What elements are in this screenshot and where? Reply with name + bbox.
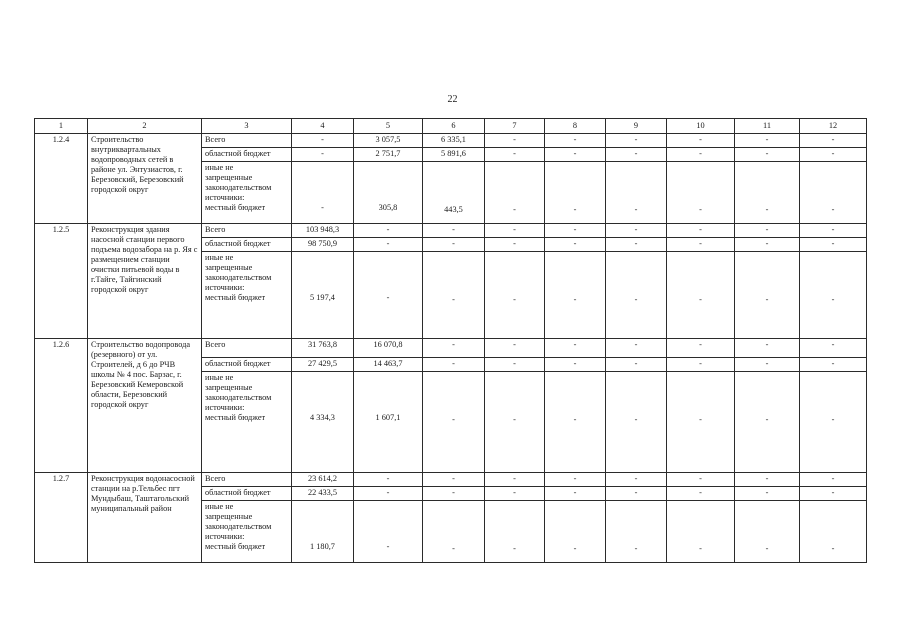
value-cell: - bbox=[292, 162, 354, 224]
table-row bbox=[35, 473, 867, 487]
value-cell: - bbox=[485, 473, 545, 487]
value-cell: - bbox=[735, 358, 800, 372]
value-cell: - bbox=[545, 358, 606, 372]
column-header: 2 bbox=[88, 119, 202, 134]
header-row bbox=[35, 119, 867, 134]
table-header bbox=[35, 119, 867, 134]
value-cell: - bbox=[800, 134, 867, 148]
value-cell: - bbox=[354, 224, 423, 238]
source-regional-label: областной бюджет bbox=[202, 358, 292, 372]
item-name: Реконструкция здания насосной станции первого подъема водозабора на р. Яя с размещением станции очистки питьевой воды в г.Тайге, Тайгинский городской округ bbox=[88, 224, 202, 339]
column-header: 6 bbox=[423, 119, 485, 134]
column-header: 8 bbox=[545, 119, 606, 134]
value-cell: - bbox=[545, 473, 606, 487]
value-cell: - bbox=[667, 252, 735, 339]
value-cell: - bbox=[606, 224, 667, 238]
value-cell: - bbox=[800, 473, 867, 487]
value-cell: - bbox=[545, 252, 606, 339]
value-cell: - bbox=[667, 238, 735, 252]
budget-table bbox=[34, 118, 867, 563]
value-cell: 305,8 bbox=[354, 162, 423, 224]
value-cell: - bbox=[485, 501, 545, 563]
value-cell: - bbox=[800, 372, 867, 473]
value-cell: - bbox=[606, 487, 667, 501]
value-cell: - bbox=[606, 372, 667, 473]
column-header: 5 bbox=[354, 119, 423, 134]
other-sources-label: иные не запрещенные законодательством источники: bbox=[205, 253, 272, 292]
value-cell: 3 057,5 bbox=[354, 134, 423, 148]
column-header: 11 bbox=[735, 119, 800, 134]
value-cell: - bbox=[735, 224, 800, 238]
source-other-label bbox=[202, 501, 292, 563]
value-cell: - bbox=[423, 501, 485, 563]
value-cell: - bbox=[667, 487, 735, 501]
value-cell: - bbox=[485, 162, 545, 224]
value-cell: - bbox=[800, 501, 867, 563]
value-cell: - bbox=[800, 358, 867, 372]
item-name: Строительство водопровода (резервного) от ул. Строителей, д 6 до РЧВ школы № 4 пос. Барзас, г. Березовский Кемеровской области, Березовский городской округ bbox=[88, 339, 202, 473]
value-cell: - bbox=[735, 501, 800, 563]
value-cell: - bbox=[667, 224, 735, 238]
value-cell: - bbox=[667, 162, 735, 224]
value-cell: 4 334,3 bbox=[292, 372, 354, 473]
value-cell: - bbox=[423, 224, 485, 238]
value-cell: - bbox=[292, 134, 354, 148]
value-cell: - bbox=[800, 148, 867, 162]
column-header: 4 bbox=[292, 119, 354, 134]
value-cell: - bbox=[423, 473, 485, 487]
page-number: 22 bbox=[447, 94, 458, 105]
column-header: 1 bbox=[35, 119, 88, 134]
value-cell: - bbox=[800, 162, 867, 224]
local-budget-label: местный бюджет bbox=[205, 293, 266, 302]
source-regional-label: областной бюджет bbox=[202, 148, 292, 162]
source-total-label: Всего bbox=[202, 339, 292, 358]
other-sources-label: иные не запрещенные законодательством источники: bbox=[205, 373, 272, 412]
value-cell: - bbox=[485, 358, 545, 372]
source-other-label bbox=[202, 252, 292, 339]
value-cell: - bbox=[606, 162, 667, 224]
value-cell: - bbox=[800, 224, 867, 238]
column-header: 7 bbox=[485, 119, 545, 134]
local-budget-label: местный бюджет bbox=[205, 542, 266, 551]
value-cell: - bbox=[354, 252, 423, 339]
item-code: 1.2.7 bbox=[35, 473, 88, 563]
value-cell: - bbox=[545, 487, 606, 501]
value-cell: 1 607,1 bbox=[354, 372, 423, 473]
value-cell: 16 070,8 bbox=[354, 339, 423, 358]
value-cell: - bbox=[485, 224, 545, 238]
value-cell: - bbox=[606, 501, 667, 563]
value-cell: - bbox=[423, 339, 485, 358]
value-cell: - bbox=[667, 339, 735, 358]
source-other-label bbox=[202, 162, 292, 224]
value-cell: - bbox=[545, 134, 606, 148]
value-cell: - bbox=[354, 473, 423, 487]
source-total-label: Всего bbox=[202, 134, 292, 148]
value-cell: - bbox=[606, 339, 667, 358]
value-cell: - bbox=[423, 238, 485, 252]
value-cell: - bbox=[735, 238, 800, 252]
value-cell: - bbox=[606, 358, 667, 372]
value-cell: - bbox=[545, 238, 606, 252]
value-cell: - bbox=[423, 487, 485, 501]
value-cell: 2 751,7 bbox=[354, 148, 423, 162]
value-cell: - bbox=[667, 501, 735, 563]
value-cell: - bbox=[292, 148, 354, 162]
value-cell: - bbox=[667, 473, 735, 487]
column-header: 12 bbox=[800, 119, 867, 134]
table-body bbox=[35, 134, 867, 563]
value-cell: - bbox=[800, 238, 867, 252]
value-cell: - bbox=[735, 134, 800, 148]
value-cell: - bbox=[354, 501, 423, 563]
value-cell: 27 429,5 bbox=[292, 358, 354, 372]
value-cell: - bbox=[354, 487, 423, 501]
value-cell: - bbox=[667, 134, 735, 148]
item-name: Реконструкция водонасосной станции на р.Тельбес пгт Мундыбаш, Таштагольский муниципальный район bbox=[88, 473, 202, 563]
value-cell: - bbox=[606, 473, 667, 487]
column-header: 10 bbox=[667, 119, 735, 134]
value-cell: - bbox=[735, 162, 800, 224]
value-cell: - bbox=[485, 339, 545, 358]
value-cell: - bbox=[545, 372, 606, 473]
other-sources-label: иные не запрещенные законодательством источники: bbox=[205, 163, 272, 202]
source-total-label: Всего bbox=[202, 224, 292, 238]
source-regional-label: областной бюджет bbox=[202, 487, 292, 501]
item-code: 1.2.5 bbox=[35, 224, 88, 339]
value-cell: - bbox=[485, 487, 545, 501]
value-cell: - bbox=[606, 252, 667, 339]
item-code: 1.2.4 bbox=[35, 134, 88, 224]
value-cell: - bbox=[800, 339, 867, 358]
value-cell: - bbox=[735, 372, 800, 473]
value-cell: - bbox=[545, 148, 606, 162]
value-cell: - bbox=[423, 252, 485, 339]
column-header: 3 bbox=[202, 119, 292, 134]
column-header: 9 bbox=[606, 119, 667, 134]
value-cell: 443,5 bbox=[423, 162, 485, 224]
table-row bbox=[35, 134, 867, 148]
value-cell: - bbox=[485, 372, 545, 473]
value-cell: - bbox=[545, 501, 606, 563]
source-other-label bbox=[202, 372, 292, 473]
value-cell: 22 433,5 bbox=[292, 487, 354, 501]
value-cell: 31 763,8 bbox=[292, 339, 354, 358]
source-regional-label: областной бюджет bbox=[202, 238, 292, 252]
value-cell: - bbox=[606, 238, 667, 252]
value-cell: - bbox=[485, 238, 545, 252]
value-cell: 23 614,2 bbox=[292, 473, 354, 487]
value-cell: - bbox=[735, 148, 800, 162]
local-budget-label: местный бюджет bbox=[205, 413, 266, 422]
table-row bbox=[35, 224, 867, 238]
value-cell: - bbox=[545, 224, 606, 238]
value-cell: - bbox=[800, 252, 867, 339]
item-name: Строительство внутриквартальных водопроводных сетей в районе ул. Энтузиастов, г. Березовский, Березовский городской округ bbox=[88, 134, 202, 224]
value-cell: - bbox=[735, 487, 800, 501]
source-total-label: Всего bbox=[202, 473, 292, 487]
other-sources-label: иные не запрещенные законодательством источники: bbox=[205, 502, 272, 541]
value-cell: - bbox=[667, 372, 735, 473]
value-cell: 6 335,1 bbox=[423, 134, 485, 148]
value-cell: - bbox=[606, 148, 667, 162]
value-cell: - bbox=[735, 252, 800, 339]
item-code: 1.2.6 bbox=[35, 339, 88, 473]
value-cell: - bbox=[735, 473, 800, 487]
local-budget-label: местный бюджет bbox=[205, 203, 266, 212]
value-cell: - bbox=[606, 134, 667, 148]
value-cell: 103 948,3 bbox=[292, 224, 354, 238]
value-cell: 1 180,7 bbox=[292, 501, 354, 563]
value-cell: 98 750,9 bbox=[292, 238, 354, 252]
value-cell: - bbox=[545, 162, 606, 224]
value-cell: - bbox=[423, 358, 485, 372]
value-cell: - bbox=[354, 238, 423, 252]
value-cell: - bbox=[545, 339, 606, 358]
value-cell: - bbox=[485, 148, 545, 162]
value-cell: - bbox=[485, 134, 545, 148]
value-cell: 5 197,4 bbox=[292, 252, 354, 339]
table-row bbox=[35, 339, 867, 358]
value-cell: - bbox=[800, 487, 867, 501]
value-cell: - bbox=[735, 339, 800, 358]
value-cell: 5 891,6 bbox=[423, 148, 485, 162]
value-cell: - bbox=[667, 148, 735, 162]
value-cell: - bbox=[423, 372, 485, 473]
value-cell: - bbox=[667, 358, 735, 372]
value-cell: - bbox=[485, 252, 545, 339]
value-cell: 14 463,7 bbox=[354, 358, 423, 372]
